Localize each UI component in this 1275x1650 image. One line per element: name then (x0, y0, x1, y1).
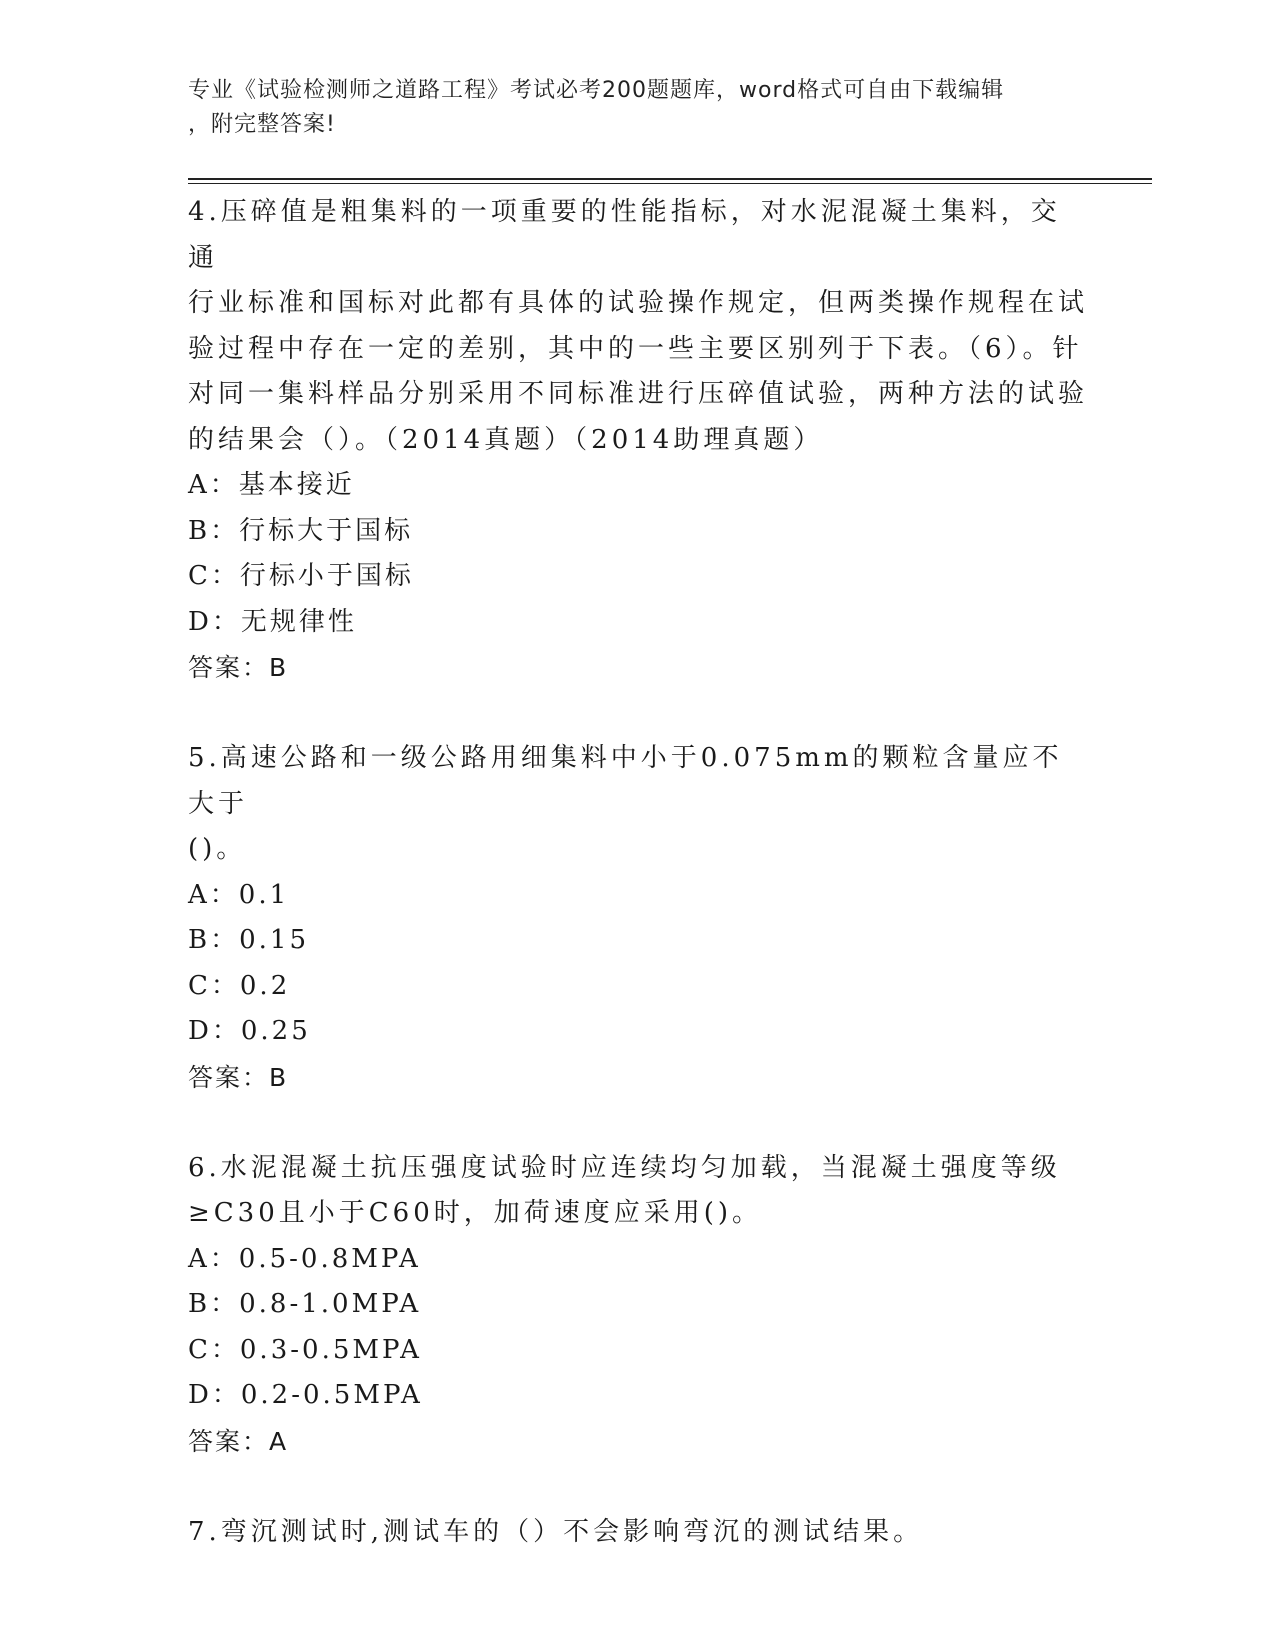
option-a: A：0.5-0.8MPA (188, 1243, 421, 1274)
question-spacer (188, 691, 1088, 737)
option-c: C：0.3-0.5MPA (188, 1334, 422, 1365)
option-b: B：0.15 (188, 925, 309, 955)
option-c: C：0.2 (188, 970, 291, 1001)
question-6 (188, 1146, 1088, 1465)
option-b: B：行标大于国标 (188, 515, 414, 546)
question-stem-line: 行业标准和国标对此都有具体的试验操作规定，但两类操作规程在试 (188, 288, 1089, 318)
option-d: D：0.25 (188, 1016, 311, 1046)
option-a: A：0.1 (188, 879, 290, 910)
header-divider-thick (188, 178, 1152, 180)
question-stem-line: ≥C30且小于C60时，加荷速度应采用()。 (188, 1198, 763, 1228)
question-stem-line: 的结果会（）。（2014真题）（2014助理真题） (188, 424, 824, 455)
question-spacer (188, 1464, 1088, 1510)
question-4 (188, 190, 1088, 691)
question-spacer (188, 1100, 1088, 1146)
question-stem-line: 7.弯沉测试时,测试车的（）不会影响弯沉的测试结果。 (188, 1516, 924, 1547)
question-stem-line: ()。 (188, 834, 247, 864)
question-stem-line: 验过程中存在一定的差别，其中的一些主要区别列于下表。（6）。针 (188, 333, 1083, 364)
header-title-line-1: 专业《试验检测师之道路工程》考试必考200题题库，word格式可自由下载编辑 (188, 78, 1005, 103)
question-stem-line: 4.压碎值是粗集料的一项重要的性能指标，对水泥混凝土集料，交通 (188, 197, 1061, 273)
answer-line: 答案：A (188, 1426, 289, 1456)
option-d: D：无规律性 (188, 606, 357, 637)
answer-line: 答案：B (188, 653, 289, 682)
question-stem-line: 对同一集料样品分别采用不同标准进行压碎值试验，两种方法的试验 (188, 379, 1089, 409)
header-title-line-2: ，附完整答案! (188, 112, 336, 137)
question-7 (188, 1510, 1088, 1556)
question-list (188, 190, 1088, 1555)
document-header (188, 74, 1088, 142)
question-stem-line: 5.高速公路和一级公路用细集料中小于0.075mm的颗粒含量应不大于 (188, 743, 1063, 819)
option-a: A：基本接近 (188, 470, 355, 500)
header-divider-thin (188, 183, 1152, 184)
question-stem-line: 6.水泥混凝土抗压强度试验时应连续均匀加载，当混凝土强度等级 (188, 1152, 1061, 1183)
option-d: D：0.2-0.5MPA (188, 1380, 423, 1410)
option-b: B：0.8-1.0MPA (188, 1289, 422, 1319)
option-c: C：行标小于国标 (188, 561, 414, 591)
answer-line: 答案：B (188, 1062, 289, 1092)
question-5 (188, 736, 1088, 1100)
